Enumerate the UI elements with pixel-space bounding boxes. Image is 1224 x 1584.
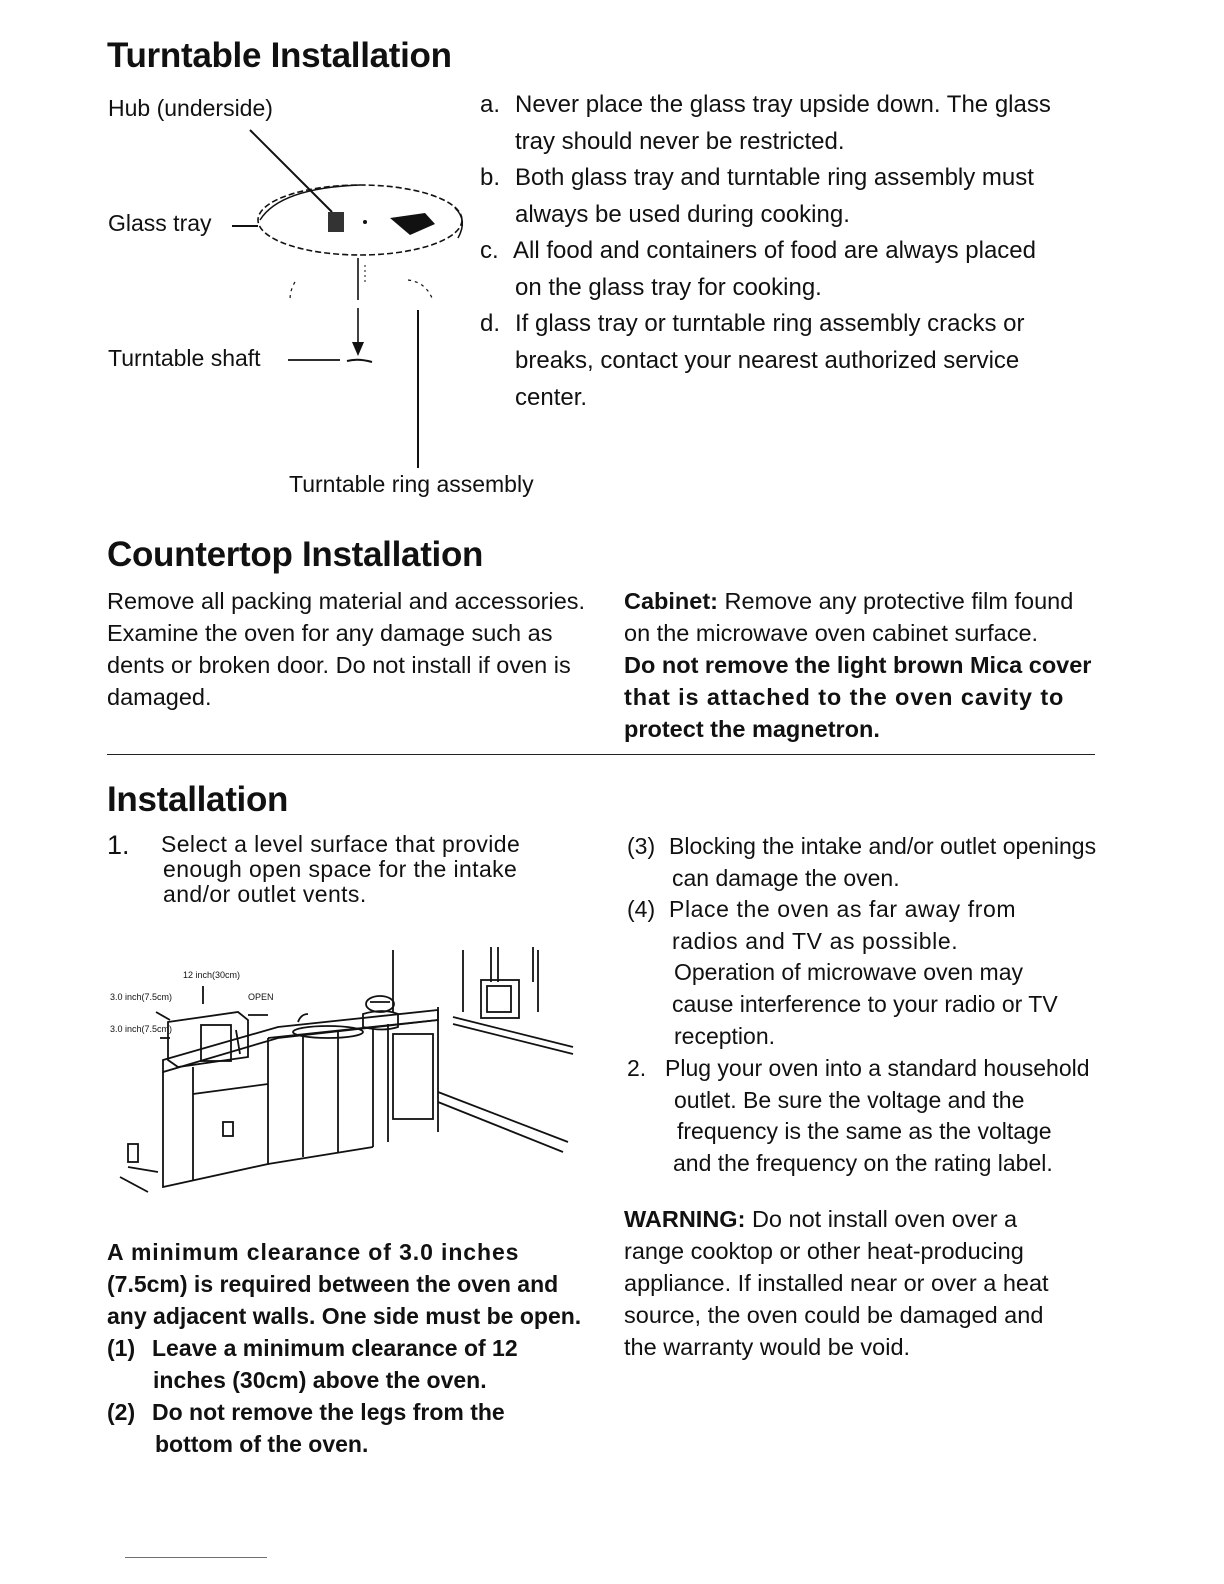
- turntable-item-c: c. All food and containers of food are always placed on the glass tray for cooking.: [480, 237, 1036, 301]
- hub-label: Hub (underside): [108, 95, 273, 121]
- section-divider: [107, 754, 1095, 755]
- kitchen-clearance-diagram: [108, 942, 578, 1204]
- turntable-item-a: a. Never place the glass tray upside down. The glass tray should never be restricted.: [480, 91, 1051, 155]
- page-footer-line: [125, 1557, 267, 1558]
- glass-tray-shape: [258, 185, 462, 255]
- countertop-title: Countertop Installation: [107, 535, 484, 574]
- turntable-title: Turntable Installation: [107, 36, 452, 75]
- clearance-label-side2: 3.0 inch(7.5cm): [110, 1024, 173, 1034]
- clearance-label-top: 12 inch(30cm): [183, 970, 241, 980]
- clearance-label-open: OPEN: [248, 992, 274, 1002]
- glass-tray-label: Glass tray: [108, 210, 212, 236]
- turntable-item-b: b. Both glass tray and turntable ring assembly must always be used during cooking.: [480, 164, 1034, 228]
- countertop-left-text: Remove all packing material and accessories. Examine the oven for any damage such as dents or broken door. Do not install if oven is damaged.: [107, 588, 586, 710]
- turntable-ring-label: Turntable ring assembly: [289, 471, 534, 497]
- step-1: 1. Select a level surface that provide enough open space for the intake and/or outlet vents.: [107, 830, 521, 907]
- sub-item-2: (2) Do not remove the legs from the bottom of the oven.: [107, 1399, 505, 1457]
- shaft-shape: [347, 360, 372, 362]
- turntable-diagram: [220, 120, 480, 470]
- clearance-label-side1: 3.0 inch(7.5cm): [110, 992, 173, 1002]
- sub-item-4: (4) Place the oven as far away from radios and TV as possible. Operation of microwave oven may cause interference to your radio or TV reception.: [627, 896, 1058, 1049]
- warning-text: WARNING: Do not install oven over a range cooktop or other heat-producing appliance. If installed near or over a heat source, the oven could be damaged and the warranty would be void.: [624, 1206, 1049, 1360]
- sub-item-3: (3) Blocking the intake and/or outlet openings can damage the oven.: [627, 833, 1097, 891]
- hub-shape: [328, 212, 344, 232]
- installation-title: Installation: [107, 780, 289, 819]
- turntable-item-d: d. If glass tray or turntable ring assembly cracks or breaks, contact your nearest authorized service center.: [480, 310, 1025, 411]
- sub-item-1: (1) Leave a minimum clearance of 12 inches (30cm) above the oven.: [107, 1335, 518, 1393]
- tray-arrow-mark: [390, 213, 435, 235]
- cabinet-label: Cabinet:: [624, 588, 718, 614]
- hub-leader-line: [250, 130, 332, 212]
- glass-tray-rim: [260, 185, 360, 220]
- clearance-requirement: A minimum clearance of 3.0 inches (7.5cm) is required between the oven and any adjacent walls. One side must be open.: [107, 1239, 582, 1329]
- warning-label: WARNING:: [624, 1206, 746, 1232]
- step-2: 2. Plug your oven into a standard household outlet. Be sure the voltage and the frequency is the same as the voltage and the frequency on the rating label.: [627, 1055, 1090, 1177]
- cabinet-text: Cabinet: Remove any protective film found on the microwave oven cabinet surface. Do not remove the light brown Mica cover that is attached to the oven cavity to protect the magnetron.: [624, 588, 1092, 742]
- turntable-shaft-label: Turntable shaft: [108, 345, 261, 371]
